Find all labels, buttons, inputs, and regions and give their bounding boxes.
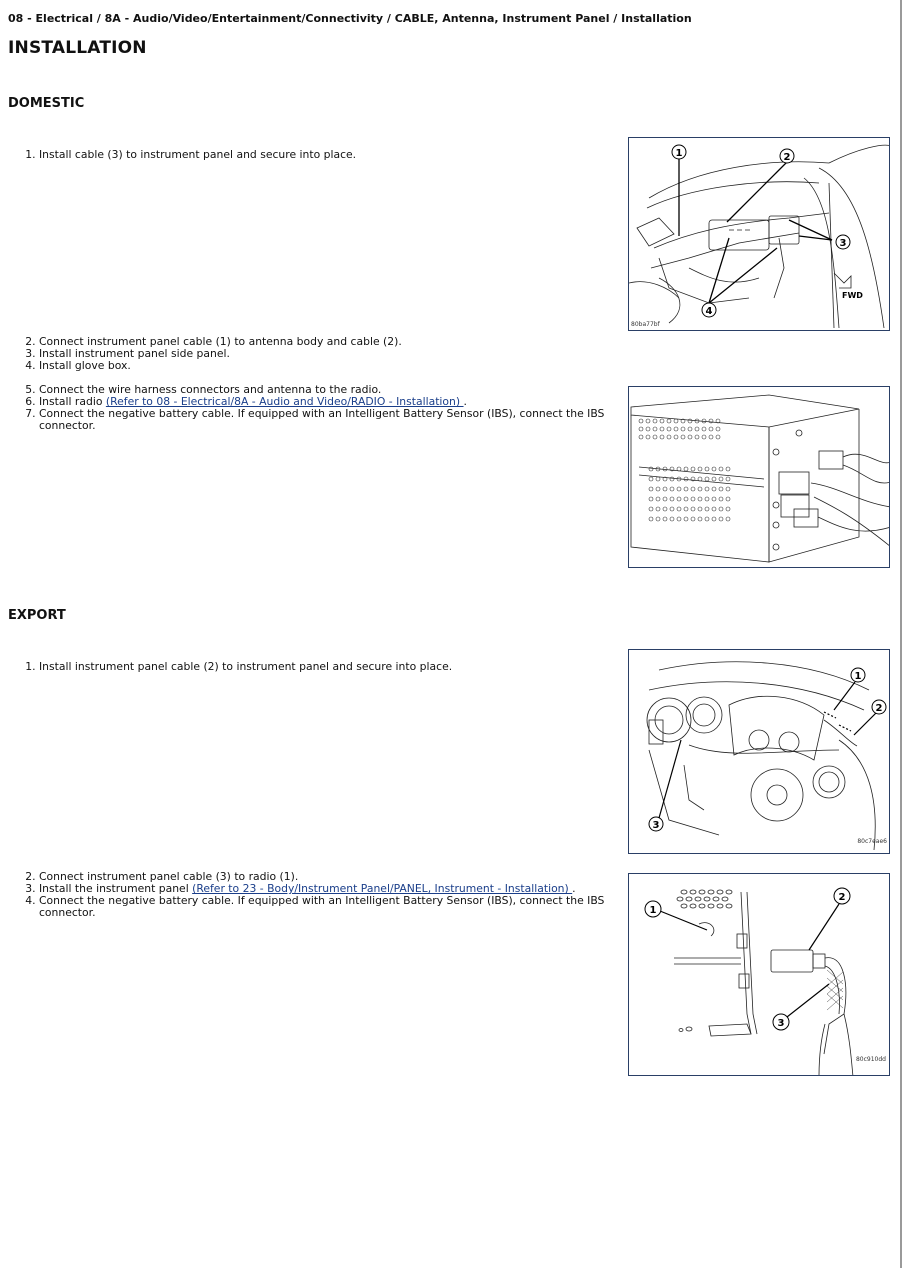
export-step-4: 4. Connect the negative battery cable. If equipped with an Intelligent Battery Sensor (IBS), connect the IBS connector. [39, 895, 609, 919]
figure-code-3: 80c7eae6 [857, 838, 887, 845]
callout-1-label: 1 [854, 671, 862, 682]
callout-1-label: 1 [675, 148, 683, 159]
callout-3-label: 3 [777, 1018, 785, 1029]
domestic-step-4: 4. Install glove box. [39, 360, 609, 372]
export-step-1: 1. Install instrument panel cable (2) to instrument panel and secure into place. [39, 661, 609, 673]
export-step-2: 2. Connect instrument panel cable (3) to radio (1). [39, 871, 609, 883]
export-steps-group-2 [39, 871, 609, 919]
refer-radio-installation-link[interactable]: (Refer to 08 - Electrical/8A - Audio and Video/RADIO - Installation) [105, 395, 464, 408]
connector-b [781, 495, 809, 517]
callout-3-label: 3 [839, 238, 847, 249]
export-step-3-end: . [572, 882, 576, 895]
callout-2-label: 2 [783, 152, 791, 163]
domestic-steps-group-1 [39, 149, 609, 161]
export-steps-group-1 [39, 661, 609, 673]
callout-4-label: 4 [705, 306, 713, 317]
domestic-step-5: 5. Connect the wire harness connectors and antenna to the radio. [39, 384, 609, 396]
figure-radio-connectors [628, 386, 890, 568]
step-6-end: . [463, 395, 467, 408]
refer-instrument-panel-installation-link[interactable]: (Refer to 23 - Body/Instrument Panel/PANEL, Instrument - Installation) [192, 882, 573, 895]
figure-code-4: 80c910dd [855, 1056, 886, 1063]
section-heading-export: EXPORT [8, 608, 66, 623]
figure-code-1: 80ba77bf [631, 321, 660, 328]
export-step-3-text: Install the instrument panel [39, 882, 193, 895]
domestic-step-3: 3. Install instrument panel side panel. [39, 348, 609, 360]
domestic-steps-group-2 [39, 336, 609, 432]
page-title: INSTALLATION [8, 38, 147, 58]
callout-3-label: 3 [652, 820, 660, 831]
section-heading-domestic: DOMESTIC [8, 96, 85, 111]
connector-a [779, 472, 809, 494]
figure-export-cable-connector [628, 873, 890, 1076]
callout-1-label: 1 [649, 905, 657, 916]
step-6-text: Install radio [39, 395, 106, 408]
figure-domestic-cable-routing [628, 137, 890, 331]
fwd-label: FWD [842, 291, 863, 300]
domestic-step-2: 2. Connect instrument panel cable (1) to antenna body and cable (2). [39, 336, 609, 348]
figure-export-instrument-panel [628, 649, 890, 854]
callout-2-label: 2 [838, 892, 846, 903]
domestic-step-1: 1. Install cable (3) to instrument panel and secure into place. [39, 149, 609, 161]
callout-2-label: 2 [875, 703, 883, 714]
domestic-step-7: 7. Connect the negative battery cable. If equipped with an Intelligent Battery Sensor (IBS), connect the IBS connector. [39, 408, 609, 432]
breadcrumb: 08 - Electrical / 8A - Audio/Video/Entertainment/Connectivity / CABLE, Antenna, Instrument Panel / Installation [8, 12, 692, 25]
